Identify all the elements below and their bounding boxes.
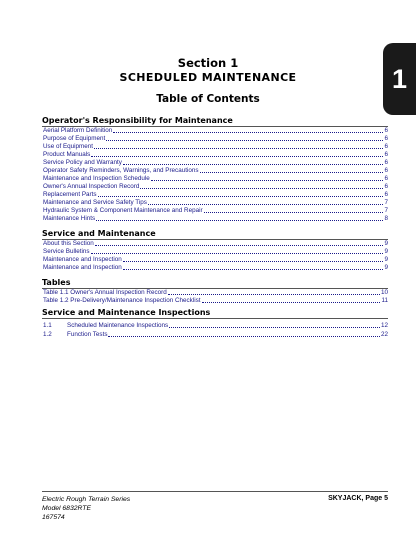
divider bbox=[42, 318, 388, 319]
toc-entry[interactable] bbox=[43, 151, 388, 159]
leader-dots bbox=[168, 294, 380, 295]
leader-dots bbox=[204, 212, 384, 213]
footer-page-label: SKYJACK, Page 5 bbox=[328, 495, 388, 502]
toc-entry-label: Service Bulletins bbox=[43, 248, 90, 255]
toc-entry-label: Table 1.1 Owner's Annual Inspection Record bbox=[43, 289, 167, 296]
leader-dots bbox=[123, 269, 384, 270]
toc-entry-label: About this Section bbox=[43, 240, 94, 247]
leader-dots bbox=[95, 245, 384, 246]
leader-dots bbox=[106, 140, 383, 141]
leader-dots bbox=[123, 164, 384, 165]
toc-entry-number: 1.1 bbox=[43, 322, 52, 329]
leader-dots bbox=[151, 180, 384, 181]
leader-dots bbox=[98, 196, 384, 197]
group-heading-tables: Tables bbox=[42, 278, 71, 287]
toc-entry[interactable] bbox=[43, 256, 388, 264]
toc-entry-page: 12 bbox=[380, 322, 388, 329]
toc-entry-page: 6 bbox=[384, 159, 388, 166]
toc-entry-page: 11 bbox=[381, 297, 388, 304]
footer-model: Model 6832RTE bbox=[42, 505, 91, 512]
group-heading-inspections: Service and Maintenance Inspections bbox=[42, 308, 211, 317]
toc-entry[interactable] bbox=[43, 199, 388, 207]
toc-entry[interactable] bbox=[43, 264, 388, 272]
toc-entry-label: Hydraulic System & Component Maintenance and Repair bbox=[43, 207, 203, 214]
group-heading-operator-responsibility: Operator's Responsibility for Maintenance bbox=[42, 116, 233, 125]
toc-entry[interactable] bbox=[43, 207, 388, 215]
footer-divider bbox=[42, 491, 388, 492]
toc-entry-label: Maintenance Hints bbox=[43, 215, 96, 222]
toc-entry-label: Purpose of Equipment bbox=[43, 135, 106, 142]
toc-entry-page: 8 bbox=[384, 215, 388, 222]
toc-entry[interactable] bbox=[43, 183, 388, 191]
toc-entry-label: Use of Equipment bbox=[43, 143, 94, 150]
toc-entry-page: 6 bbox=[384, 127, 388, 134]
toc-entry-page: 7 bbox=[384, 207, 388, 214]
toc-entry-page: 9 bbox=[384, 248, 388, 255]
leader-dots bbox=[113, 132, 383, 133]
toc-entry[interactable] bbox=[43, 297, 388, 305]
leader-dots bbox=[91, 253, 384, 254]
toc-entry-label: Maintenance and Inspection bbox=[43, 264, 122, 271]
toc-entry[interactable] bbox=[43, 127, 388, 135]
toc-entry-label: Replacement Parts bbox=[43, 191, 97, 198]
toc-entry-label: Service Policy and Warranty bbox=[43, 159, 122, 166]
toc-entry[interactable] bbox=[43, 289, 388, 297]
section-title: SCHEDULED MAINTENANCE bbox=[119, 71, 297, 84]
group-heading-service-and-maintenance: Service and Maintenance bbox=[42, 229, 156, 238]
leader-dots bbox=[94, 148, 383, 149]
footer-info bbox=[42, 495, 130, 522]
toc-entry[interactable] bbox=[43, 248, 388, 256]
footer-part-number: 167574 bbox=[42, 514, 65, 521]
toc-entry-label: Operator Safety Reminders, Warnings, and Precautions bbox=[43, 167, 199, 174]
leader-dots bbox=[148, 204, 384, 205]
toc-entry-label: Maintenance and Inspection bbox=[43, 256, 122, 263]
footer-series: Electric Rough Terrain Series bbox=[42, 496, 131, 503]
leader-dots bbox=[91, 156, 383, 157]
toc-entry-label: Aerial Platform Definition bbox=[43, 127, 113, 134]
toc-title: Table of Contents bbox=[156, 93, 260, 105]
toc-entry-label: Maintenance and Service Safety Tips bbox=[43, 199, 147, 206]
leader-dots bbox=[169, 327, 380, 328]
toc-entry-number: 1.2 bbox=[43, 331, 52, 338]
toc-entry-page: 6 bbox=[384, 183, 388, 190]
leader-dots bbox=[123, 261, 384, 262]
toc-entry-label: Owner's Annual Inspection Record bbox=[43, 183, 140, 190]
toc-entry-page: 6 bbox=[384, 167, 388, 174]
toc-entry[interactable] bbox=[43, 135, 388, 143]
toc-entry-page: 22 bbox=[380, 331, 388, 338]
toc-entry-page: 9 bbox=[384, 240, 388, 247]
toc-entry[interactable] bbox=[43, 240, 388, 248]
toc-entry-page: 7 bbox=[384, 199, 388, 206]
toc-entry-page: 6 bbox=[384, 191, 388, 198]
toc-entry[interactable] bbox=[43, 215, 388, 223]
toc-entry-label: Product Manuals bbox=[43, 151, 91, 158]
toc-entry-page: 9 bbox=[384, 264, 388, 271]
section-tab bbox=[383, 43, 416, 115]
leader-dots bbox=[140, 188, 383, 189]
toc-entry-page: 9 bbox=[384, 256, 388, 263]
leader-dots bbox=[202, 302, 381, 303]
toc-entry-page: 10 bbox=[380, 289, 388, 296]
section-number: Section 1 bbox=[177, 56, 239, 70]
toc-entry-label: Table 1.2 Pre-Delivery/Maintenance Inspection Checklist bbox=[43, 297, 201, 304]
toc-entry[interactable] bbox=[43, 159, 388, 167]
toc-entry[interactable] bbox=[43, 331, 388, 339]
leader-dots bbox=[200, 172, 384, 173]
toc-entry-page: 6 bbox=[384, 151, 388, 158]
toc-entry[interactable] bbox=[43, 143, 388, 151]
toc-entry[interactable] bbox=[43, 175, 388, 183]
toc-entry-page: 6 bbox=[384, 135, 388, 142]
toc-entry[interactable] bbox=[43, 322, 388, 330]
section-tab-number: 1 bbox=[391, 63, 408, 94]
leader-dots bbox=[96, 220, 383, 221]
toc-entry[interactable] bbox=[43, 167, 388, 175]
toc-entry-page: 6 bbox=[384, 143, 388, 150]
toc-entry-label: Function Tests bbox=[67, 331, 108, 338]
toc-entry[interactable] bbox=[43, 191, 388, 199]
toc-entry-label: Maintenance and Inspection Schedule bbox=[43, 175, 150, 182]
toc-entry-page: 6 bbox=[384, 175, 388, 182]
toc-entry-label: Scheduled Maintenance Inspections bbox=[67, 322, 169, 329]
leader-dots bbox=[108, 336, 380, 337]
